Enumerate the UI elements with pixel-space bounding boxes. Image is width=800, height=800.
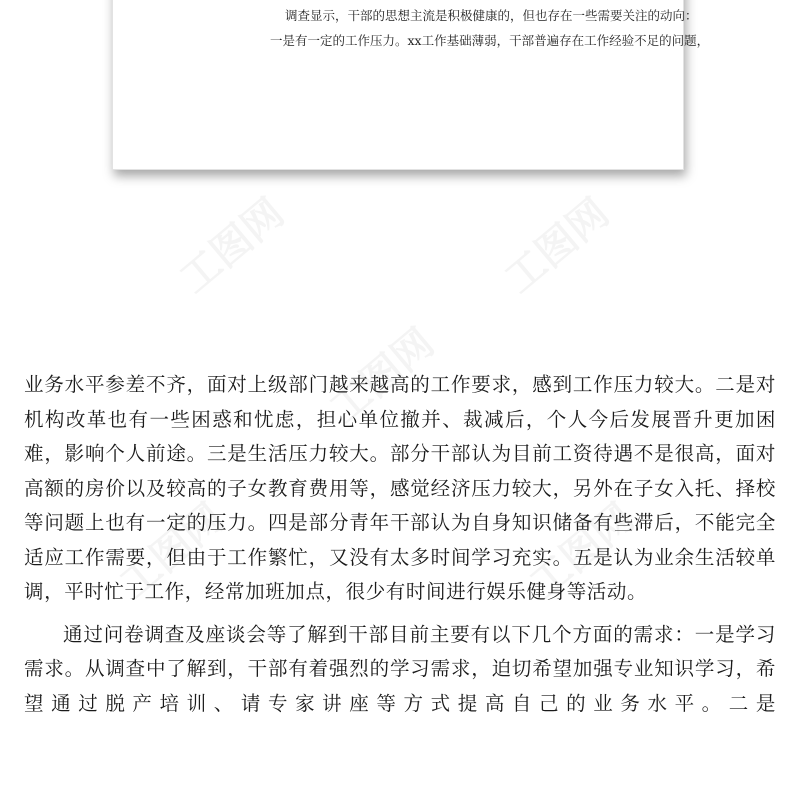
watermark (491, 183, 620, 304)
document-page-preview (112, 0, 710, 170)
paragraph-needs: 通过问卷调查及座谈会等了解到干部目前主要有以下几个方面的需求：一是学习需求。从调查中了解到，干部有着强烈的学习需求，迫切希望加强专业知识学习，希望通过脱产培训、请专家讲座等方式提高自己的业务水平。二是 (24, 622, 776, 715)
preview-line-1: 调查显示，干部的思想主流是积极健康的，但也存在一些需要关注的动向： (285, 8, 698, 23)
document-body (24, 368, 776, 721)
preview-line-2: 一是有一定的工作压力。xx工作基础薄弱，干部普遍存在工作经验不足的问题， (270, 33, 710, 48)
watermark (166, 183, 295, 304)
paragraph-pressures: 业务水平参差不齐，面对上级部门越来越高的工作要求，感到工作压力较大。二是对机构改革也有一些困惑和忧虑，担心单位撤并、裁减后，个人今后发展晋升更加困难，影响个人前途。三是生活压力较大。部分干部认为目前工资待遇不是很高，面对高额的房价以及较高的子女教育费用等，感觉经济压力较大，另外在子女入托、择校等问题上也有一定的压力。四是部分青年干部认为自身知识储备有些滞后，不能完全适应工作需要，但由于工作繁忙，又没有太多时间学习充实。五是认为业余生活较单调，平时忙于工作，经常加班加点，很少有时间进行娱乐健身等活动。 (24, 373, 776, 603)
